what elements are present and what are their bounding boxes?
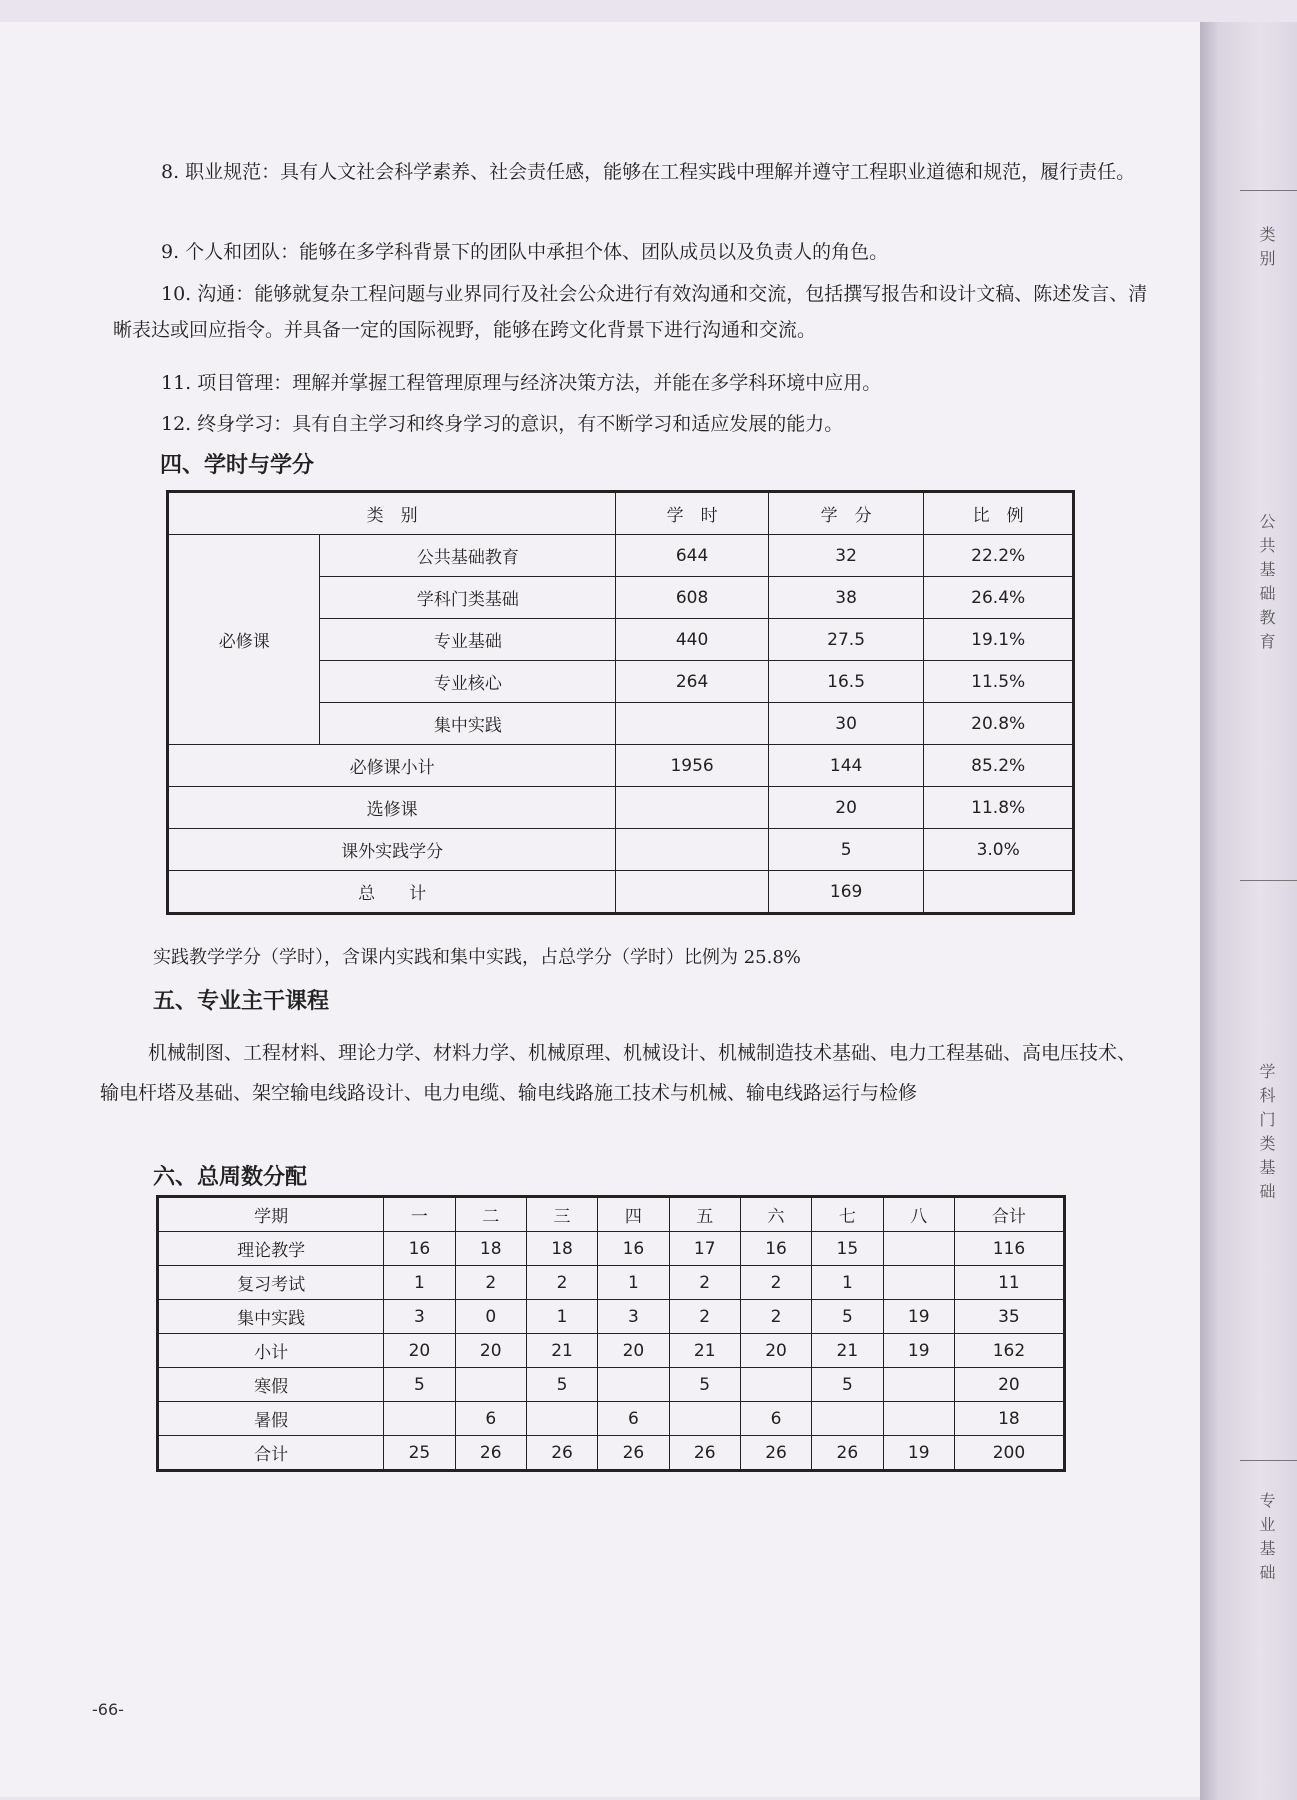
table-row bbox=[158, 1436, 1065, 1471]
side-tab-category: 类别 bbox=[1257, 226, 1276, 274]
cell: 20 bbox=[954, 1368, 1064, 1402]
cell: 21 bbox=[812, 1334, 883, 1368]
header-cell: 三 bbox=[526, 1197, 597, 1232]
row-hours: 264 bbox=[616, 661, 769, 703]
row-name: 必修课小计 bbox=[168, 745, 616, 787]
table-row-total bbox=[168, 871, 1074, 914]
row-name: 集中实践 bbox=[320, 703, 616, 745]
cell: 25 bbox=[384, 1436, 455, 1471]
row-credits: 16.5 bbox=[768, 661, 924, 703]
cell: 1 bbox=[384, 1266, 455, 1300]
row-credits: 20 bbox=[768, 787, 924, 829]
cell: 0 bbox=[455, 1300, 526, 1334]
side-tab-public-basic: 公共基础教育 bbox=[1257, 513, 1276, 657]
item-9: 9. 个人和团队：能够在多学科背景下的团队中承担个体、团队成员以及负责人的角色。 bbox=[161, 241, 889, 263]
row-ratio: 3.0% bbox=[924, 829, 1074, 871]
row-label: 复习考试 bbox=[158, 1266, 384, 1300]
header-cell: 八 bbox=[883, 1197, 954, 1232]
item-10: 10. 沟通：能够就复杂工程问题与业界同行及社会公众进行有效沟通和交流，包括撰写报告和设计文稿、陈述发言、清晰表达或回应指令。并具备一定的国际视野，能够在跨文化背景下进行沟通和交流。 bbox=[113, 283, 1148, 341]
section6-title: 六、总周数分配 bbox=[153, 1165, 308, 1190]
row-credits: 5 bbox=[768, 829, 924, 871]
cell: 2 bbox=[455, 1266, 526, 1300]
side-tab-discipline-basic: 学科门类基础 bbox=[1257, 1063, 1276, 1207]
row-name: 课外实践学分 bbox=[168, 829, 616, 871]
row-credits: 27.5 bbox=[768, 619, 924, 661]
row-ratio: 11.8% bbox=[924, 787, 1074, 829]
row-label: 小计 bbox=[158, 1334, 384, 1368]
row-label: 暑假 bbox=[158, 1402, 384, 1436]
row-credits: 169 bbox=[768, 871, 924, 914]
cell: 3 bbox=[384, 1300, 455, 1334]
row-name: 专业基础 bbox=[320, 619, 616, 661]
header-cell: 五 bbox=[669, 1197, 740, 1232]
side-rule bbox=[1240, 1460, 1297, 1461]
cell: 20 bbox=[455, 1334, 526, 1368]
table-row bbox=[158, 1402, 1065, 1436]
section5-title: 五、专业主干课程 bbox=[153, 989, 330, 1014]
page-number: -66- bbox=[92, 1700, 124, 1719]
row-hours: 1956 bbox=[616, 745, 769, 787]
item-8: 8. 职业规范：具有人文社会科学素养、社会责任感，能够在工程实践中理解并遵守工程职业道德和规范，履行责任。 bbox=[161, 161, 1136, 183]
header-cell: 四 bbox=[598, 1197, 669, 1232]
row-name: 选修课 bbox=[168, 787, 616, 829]
header-category: 类 别 bbox=[168, 492, 616, 535]
cell: 2 bbox=[740, 1266, 811, 1300]
cell: 1 bbox=[812, 1266, 883, 1300]
group-required: 必修课 bbox=[168, 535, 320, 745]
cell bbox=[598, 1368, 669, 1402]
header-cell: 七 bbox=[812, 1197, 883, 1232]
row-hours bbox=[616, 871, 769, 914]
side-rule bbox=[1240, 880, 1297, 881]
cell: 20 bbox=[740, 1334, 811, 1368]
cell: 26 bbox=[812, 1436, 883, 1471]
table-row bbox=[158, 1300, 1065, 1334]
cell: 21 bbox=[669, 1334, 740, 1368]
cell: 26 bbox=[455, 1436, 526, 1471]
row-label: 寒假 bbox=[158, 1368, 384, 1402]
cell: 3 bbox=[598, 1300, 669, 1334]
row-credits: 38 bbox=[768, 577, 924, 619]
row-label: 合计 bbox=[158, 1436, 384, 1471]
cell: 26 bbox=[669, 1436, 740, 1471]
cell: 162 bbox=[954, 1334, 1064, 1368]
row-name: 公共基础教育 bbox=[320, 535, 616, 577]
row-hours: 608 bbox=[616, 577, 769, 619]
cell: 11 bbox=[954, 1266, 1064, 1300]
cell bbox=[455, 1368, 526, 1402]
table-row-subtotal bbox=[168, 745, 1074, 787]
cell bbox=[669, 1402, 740, 1436]
cell: 18 bbox=[526, 1232, 597, 1266]
cell: 26 bbox=[598, 1436, 669, 1471]
row-label: 集中实践 bbox=[158, 1300, 384, 1334]
row-hours: 440 bbox=[616, 619, 769, 661]
cell: 35 bbox=[954, 1300, 1064, 1334]
cell: 200 bbox=[954, 1436, 1064, 1471]
cell: 2 bbox=[526, 1266, 597, 1300]
cell bbox=[883, 1402, 954, 1436]
practice-note: 实践教学学分（学时），含课内实践和集中实践，占总学分（学时）比例为 25.8% bbox=[153, 947, 801, 968]
cell: 18 bbox=[455, 1232, 526, 1266]
table-row-extra bbox=[168, 829, 1074, 871]
core-courses: 机械制图、工程材料、理论力学、材料力学、机械原理、机械设计、机械制造技术基础、电力工程基础、高电压技术、输电杆塔及基础、架空输电线路设计、电力电缆、输电线路施工技术与机械、输电线路运行与检修 bbox=[100, 1042, 1137, 1104]
cell: 116 bbox=[954, 1232, 1064, 1266]
cell: 20 bbox=[598, 1334, 669, 1368]
cell: 17 bbox=[669, 1232, 740, 1266]
cell: 5 bbox=[526, 1368, 597, 1402]
header-cell: 合计 bbox=[954, 1197, 1064, 1232]
cell: 6 bbox=[598, 1402, 669, 1436]
cell bbox=[883, 1232, 954, 1266]
cell: 19 bbox=[883, 1436, 954, 1471]
cell: 20 bbox=[384, 1334, 455, 1368]
cell: 1 bbox=[526, 1300, 597, 1334]
cell: 6 bbox=[455, 1402, 526, 1436]
cell: 1 bbox=[598, 1266, 669, 1300]
table-row bbox=[158, 1368, 1065, 1402]
row-label: 理论教学 bbox=[158, 1232, 384, 1266]
table-row bbox=[158, 1334, 1065, 1368]
cell: 2 bbox=[669, 1300, 740, 1334]
cell: 16 bbox=[384, 1232, 455, 1266]
cell: 16 bbox=[740, 1232, 811, 1266]
row-ratio: 19.1% bbox=[924, 619, 1074, 661]
table-header-row bbox=[168, 492, 1074, 535]
header-cell: 学期 bbox=[158, 1197, 384, 1232]
row-name: 学科门类基础 bbox=[320, 577, 616, 619]
cell: 6 bbox=[740, 1402, 811, 1436]
row-ratio bbox=[924, 871, 1074, 914]
row-ratio: 85.2% bbox=[924, 745, 1074, 787]
row-ratio: 22.2% bbox=[924, 535, 1074, 577]
table-row bbox=[168, 535, 1074, 577]
header-cell: 六 bbox=[740, 1197, 811, 1232]
side-tab-major-basic: 专业基础 bbox=[1257, 1492, 1276, 1588]
table-row bbox=[158, 1266, 1065, 1300]
cell: 5 bbox=[812, 1300, 883, 1334]
row-hours: 644 bbox=[616, 535, 769, 577]
row-hours bbox=[616, 829, 769, 871]
row-ratio: 26.4% bbox=[924, 577, 1074, 619]
cell bbox=[812, 1402, 883, 1436]
cell: 15 bbox=[812, 1232, 883, 1266]
row-hours bbox=[616, 787, 769, 829]
cell bbox=[526, 1402, 597, 1436]
table-header-row bbox=[158, 1197, 1065, 1232]
cell: 19 bbox=[883, 1334, 954, 1368]
cell: 5 bbox=[812, 1368, 883, 1402]
header-cell: 二 bbox=[455, 1197, 526, 1232]
cell: 5 bbox=[669, 1368, 740, 1402]
cell: 5 bbox=[384, 1368, 455, 1402]
cell: 26 bbox=[740, 1436, 811, 1471]
header-credits: 学 分 bbox=[768, 492, 924, 535]
row-credits: 30 bbox=[768, 703, 924, 745]
cell bbox=[384, 1402, 455, 1436]
cell: 18 bbox=[954, 1402, 1064, 1436]
section4-title: 四、学时与学分 bbox=[160, 453, 315, 478]
row-ratio: 20.8% bbox=[924, 703, 1074, 745]
row-name: 总 计 bbox=[168, 871, 616, 914]
item-12: 12. 终身学习：具有自主学习和终身学习的意识，有不断学习和适应发展的能力。 bbox=[161, 413, 844, 435]
row-credits: 144 bbox=[768, 745, 924, 787]
weeks-table bbox=[156, 1195, 1066, 1472]
item-11: 11. 项目管理：理解并掌握工程管理原理与经济决策方法，并能在多学科环境中应用。 bbox=[161, 372, 882, 394]
cell: 26 bbox=[526, 1436, 597, 1471]
row-name: 专业核心 bbox=[320, 661, 616, 703]
side-rule bbox=[1240, 190, 1297, 191]
cell bbox=[883, 1266, 954, 1300]
header-hours: 学 时 bbox=[616, 492, 769, 535]
header-ratio: 比 例 bbox=[924, 492, 1074, 535]
cell: 21 bbox=[526, 1334, 597, 1368]
table-row-elective bbox=[168, 787, 1074, 829]
header-cell: 一 bbox=[384, 1197, 455, 1232]
row-ratio: 11.5% bbox=[924, 661, 1074, 703]
row-credits: 32 bbox=[768, 535, 924, 577]
cell: 2 bbox=[740, 1300, 811, 1334]
table-row bbox=[158, 1232, 1065, 1266]
credit-hours-table bbox=[166, 490, 1075, 915]
cell bbox=[740, 1368, 811, 1402]
cell: 16 bbox=[598, 1232, 669, 1266]
cell: 2 bbox=[669, 1266, 740, 1300]
cell bbox=[883, 1368, 954, 1402]
cell: 19 bbox=[883, 1300, 954, 1334]
row-hours bbox=[616, 703, 769, 745]
